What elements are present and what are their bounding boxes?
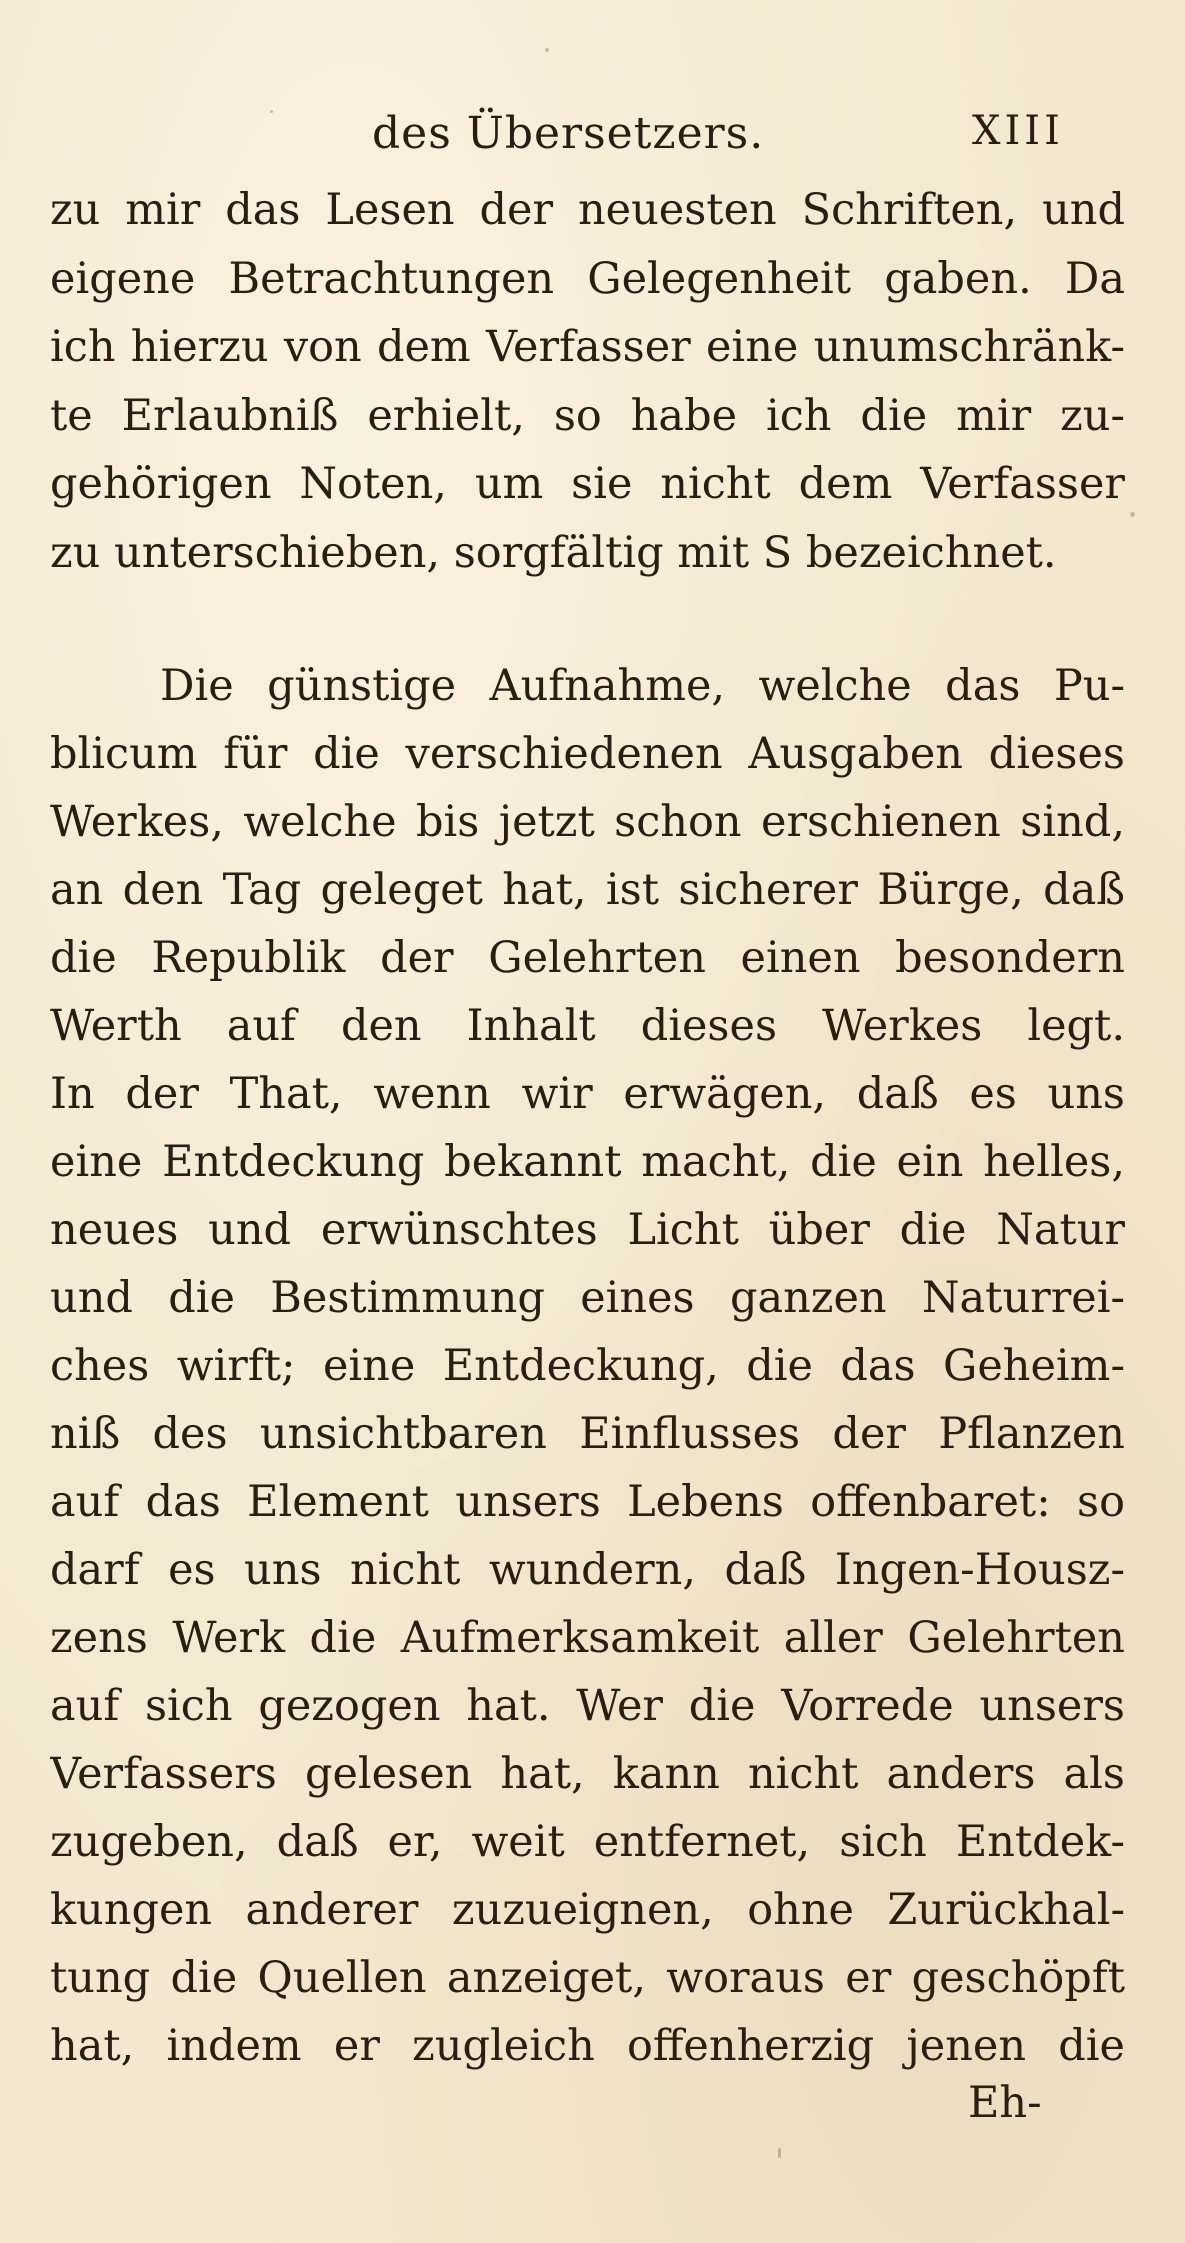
text-line: die Republik der Gelehrten einen besondern [50, 933, 1125, 983]
text-line: neues und erwünschtes Licht über die Natur [50, 1205, 1125, 1255]
page-header [0, 108, 1185, 168]
text-line: zugeben, daß er, weit entfernet, sich Entdek- [50, 1817, 1125, 1867]
text-line: te Erlaubniß erhielt, so habe ich die mir zu- [50, 390, 1125, 441]
text-line: niß des unsichtbaren Einflusses der Pflanzen [50, 1409, 1125, 1459]
text-line: tung die Quellen anzeiget, woraus er geschöpft [50, 1953, 1125, 2003]
paragraph-2 [50, 652, 1125, 2080]
paragraph-1 [50, 176, 1125, 587]
paper-speck [778, 2148, 781, 2158]
page-number: XIII [972, 108, 1064, 154]
text-line: Werth auf den Inhalt dieses Werkes legt. [50, 1001, 1125, 1051]
text-line: eine Entdeckung bekannt macht, die ein helles, [50, 1137, 1125, 1187]
text-line: ich hierzu von dem Verfasser eine unumschränk- [50, 322, 1125, 372]
text-line: Werkes, welche bis jetzt schon erschienen sind, [50, 797, 1125, 847]
text-line: zu mir das Lesen der neuesten Schriften, und [50, 185, 1125, 235]
text-line: Verfassers gelesen hat, kann nicht anders als [50, 1749, 1125, 1799]
text-line: blicum für die verschiedenen Ausgaben dieses [50, 729, 1125, 779]
text-line: ches wirft; eine Entdeckung, die das Geheim- [50, 1341, 1125, 1391]
text-line: an den Tag geleget hat, ist sicherer Bürge, daß [50, 865, 1125, 915]
text-line: auf sich gezogen hat. Wer die Vorrede unsers [50, 1681, 1125, 1731]
paper-speck [545, 48, 549, 52]
text-line: zu unterschieben, sorgfältig mit S bezeichnet. [50, 527, 1057, 578]
paper-speck [270, 110, 273, 113]
text-line: kungen anderer zuzueignen, ohne Zurückhal- [50, 1885, 1125, 1935]
text-line: In der That, wenn wir erwägen, daß es uns [50, 1069, 1125, 1119]
text-line: eigene Betrachtungen Gelegenheit gaben. Da [50, 253, 1125, 304]
text-line: darf es uns nicht wundern, daß Ingen-Housz- [50, 1545, 1125, 1595]
text-line: Die günstige Aufnahme, welche das Pu- [160, 661, 1125, 711]
text-line: und die Bestimmung eines ganzen Naturrei- [50, 1273, 1125, 1323]
text-line: gehörigen Noten, um sie nicht dem Verfasser [50, 459, 1125, 509]
text-line: hat, indem er zugleich offenherzig jenen die [50, 2021, 1125, 2071]
running-head: des Übersetzers. [372, 108, 765, 159]
paper-speck [1130, 512, 1135, 517]
catchword: Eh- [968, 2078, 1042, 2128]
text-line: auf das Element unsers Lebens offenbaret: so [50, 1477, 1125, 1527]
text-line: zens Werk die Aufmerksamkeit aller Gelehrten [50, 1613, 1125, 1663]
